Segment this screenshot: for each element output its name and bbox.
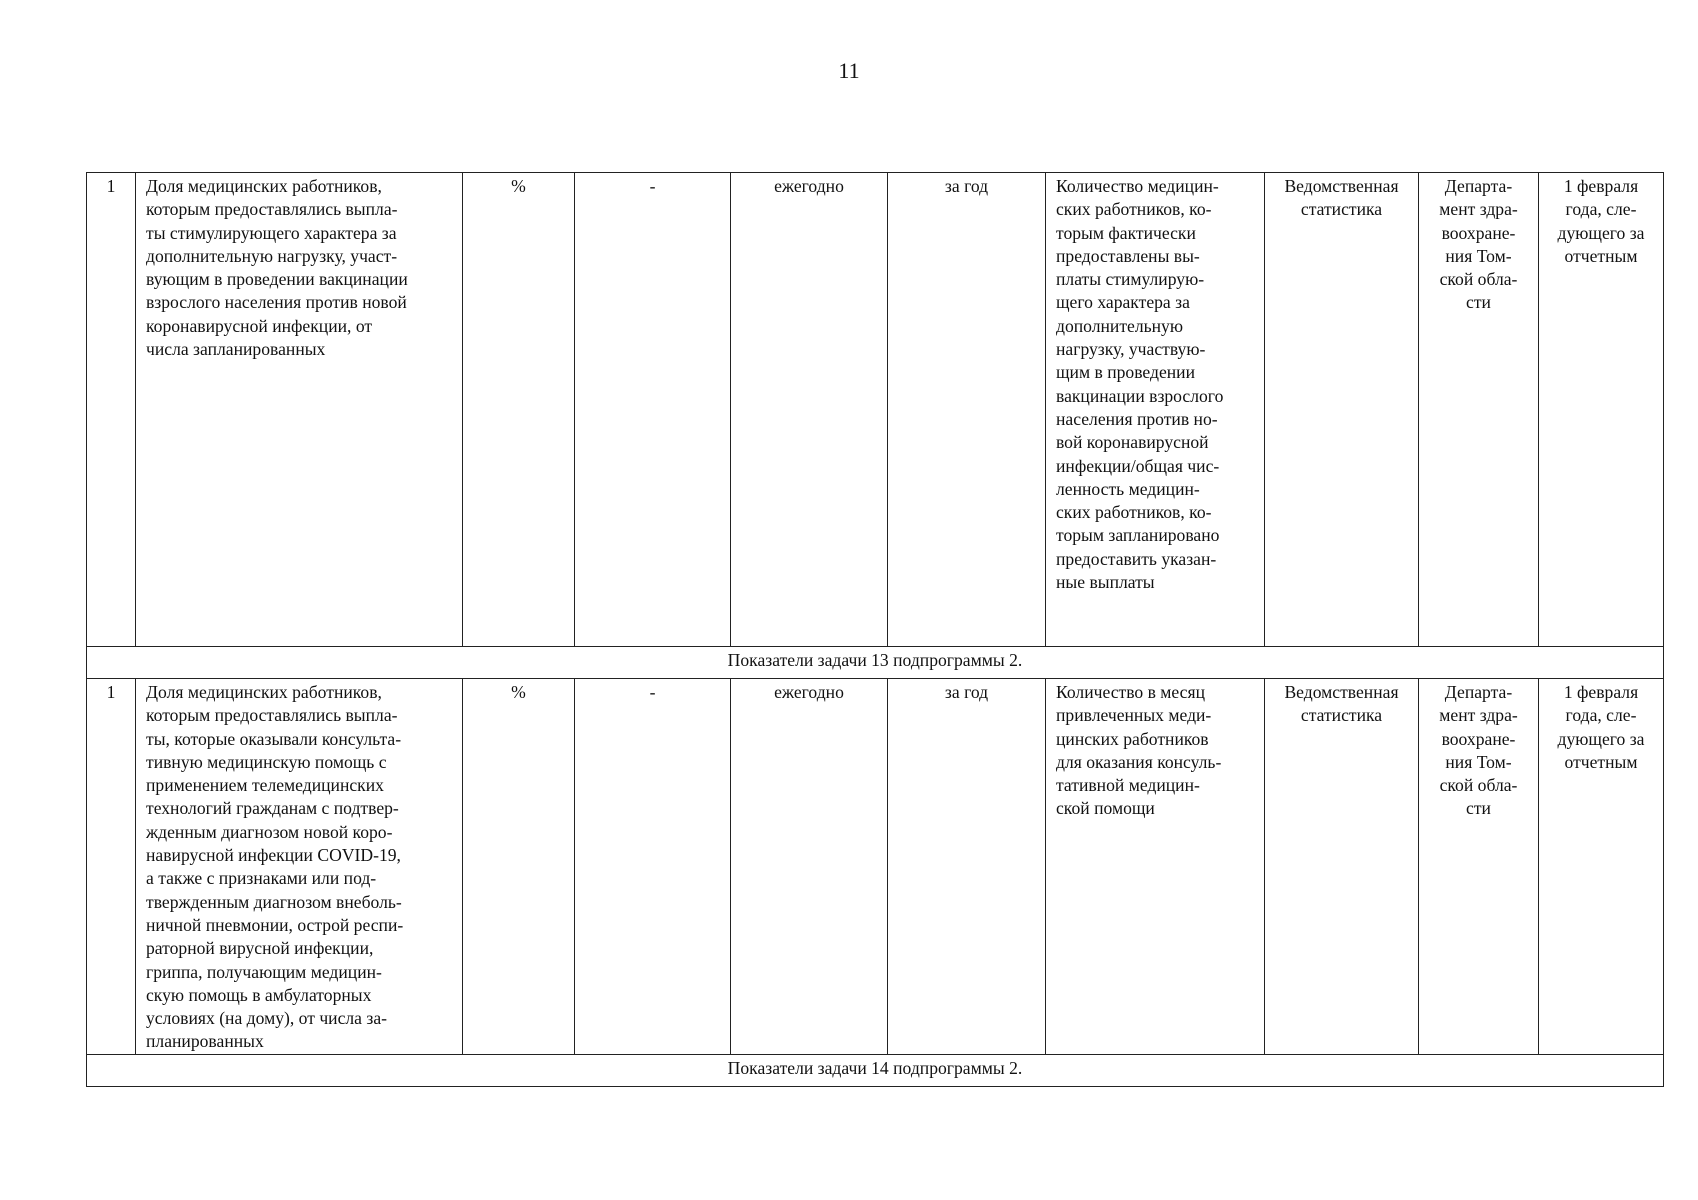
section-row xyxy=(87,1054,1664,1086)
row-number-cell xyxy=(87,173,136,647)
frequency: ежегодно xyxy=(774,176,844,196)
row-number: 1 xyxy=(106,176,116,196)
indicator-name: Доля медицинских работников, которым предоставлялись выпла- ты стимулирующего характера за дополнительную нагрузку, участ- вующим в проведении вакцинации взрослого населения против новой коронавирусной инфекции, от числа запланированных xyxy=(146,176,408,360)
indicator-name: Доля медицинских работников, которым предоставлялись выпла- ты, которые оказывали консульта- тивную медицинскую помощь с применением телемедицинских технологий гражданам с подтвер- жденным диагнозом новой коро- навирусной инфекции COVID-19, а также с признаками или под- твержденным диагнозом внеболь- ничной пневмонии, острой респи- раторной вирусной инфекции, гриппа, получающим медицин- скую помощь в амбулаторных условиях (на дому), от числа за- планированных xyxy=(146,682,404,1052)
frequency-cell xyxy=(731,173,888,647)
data-source-cell xyxy=(1265,679,1419,1055)
responsible-cell xyxy=(1419,173,1539,647)
base-value-cell xyxy=(575,173,731,647)
row-number-cell xyxy=(87,679,136,1055)
base-value-cell xyxy=(575,679,731,1055)
indicators-table xyxy=(86,172,1664,1087)
calculation-method-cell xyxy=(1046,173,1265,647)
base-value: - xyxy=(649,176,656,196)
indicator-name-cell xyxy=(136,173,463,647)
table-row xyxy=(87,679,1664,1055)
data-source-cell xyxy=(1265,173,1419,647)
calculation-method: Количество в месяц привлеченных меди- цинских работников для оказания консуль- тативной медицин- ской помощи xyxy=(1056,682,1222,819)
deadline: 1 февраля года, сле- дующего за отчетным xyxy=(1557,176,1645,266)
period-cell xyxy=(888,173,1046,647)
table-row xyxy=(87,173,1664,647)
responsible-cell xyxy=(1419,679,1539,1055)
unit: % xyxy=(511,176,526,196)
frequency: ежегодно xyxy=(774,682,844,702)
row-number: 1 xyxy=(106,682,116,702)
deadline-cell xyxy=(1539,173,1664,647)
period: за год xyxy=(944,682,989,702)
section-row xyxy=(87,647,1664,679)
frequency-cell xyxy=(731,679,888,1055)
indicator-name-cell xyxy=(136,679,463,1055)
calculation-method-cell xyxy=(1046,679,1265,1055)
period: за год xyxy=(944,176,989,196)
data-source: Ведомственная статистика xyxy=(1284,682,1399,726)
data-source: Ведомственная статистика xyxy=(1284,176,1399,220)
section-heading: Показатели задачи 13 подпрограммы 2. xyxy=(87,647,1664,679)
period-cell xyxy=(888,679,1046,1055)
responsible: Департа- мент здра- воохране- ния Том- ской обла- сти xyxy=(1439,682,1518,819)
unit-cell xyxy=(463,173,575,647)
unit: % xyxy=(511,682,526,702)
section-heading: Показатели задачи 14 подпрограммы 2. xyxy=(87,1054,1664,1086)
calculation-method: Количество медицин- ских работников, ко- торым фактически предоставлены вы- платы стимулирую- щего характера за дополнительную нагрузку, участвую- щим в проведении вакцинации взрослого населения против но- вой коронавирусной инфекции/общая чис- ленность медицин- ских работников, ко- торым запланировано предоставить указан- ные выплаты xyxy=(1056,176,1224,593)
page-number: 11 xyxy=(838,58,860,83)
unit-cell xyxy=(463,679,575,1055)
base-value: - xyxy=(649,682,656,702)
responsible: Департа- мент здра- воохране- ния Том- ской обла- сти xyxy=(1439,176,1518,313)
deadline-cell xyxy=(1539,679,1664,1055)
deadline: 1 февраля года, сле- дующего за отчетным xyxy=(1557,682,1645,772)
